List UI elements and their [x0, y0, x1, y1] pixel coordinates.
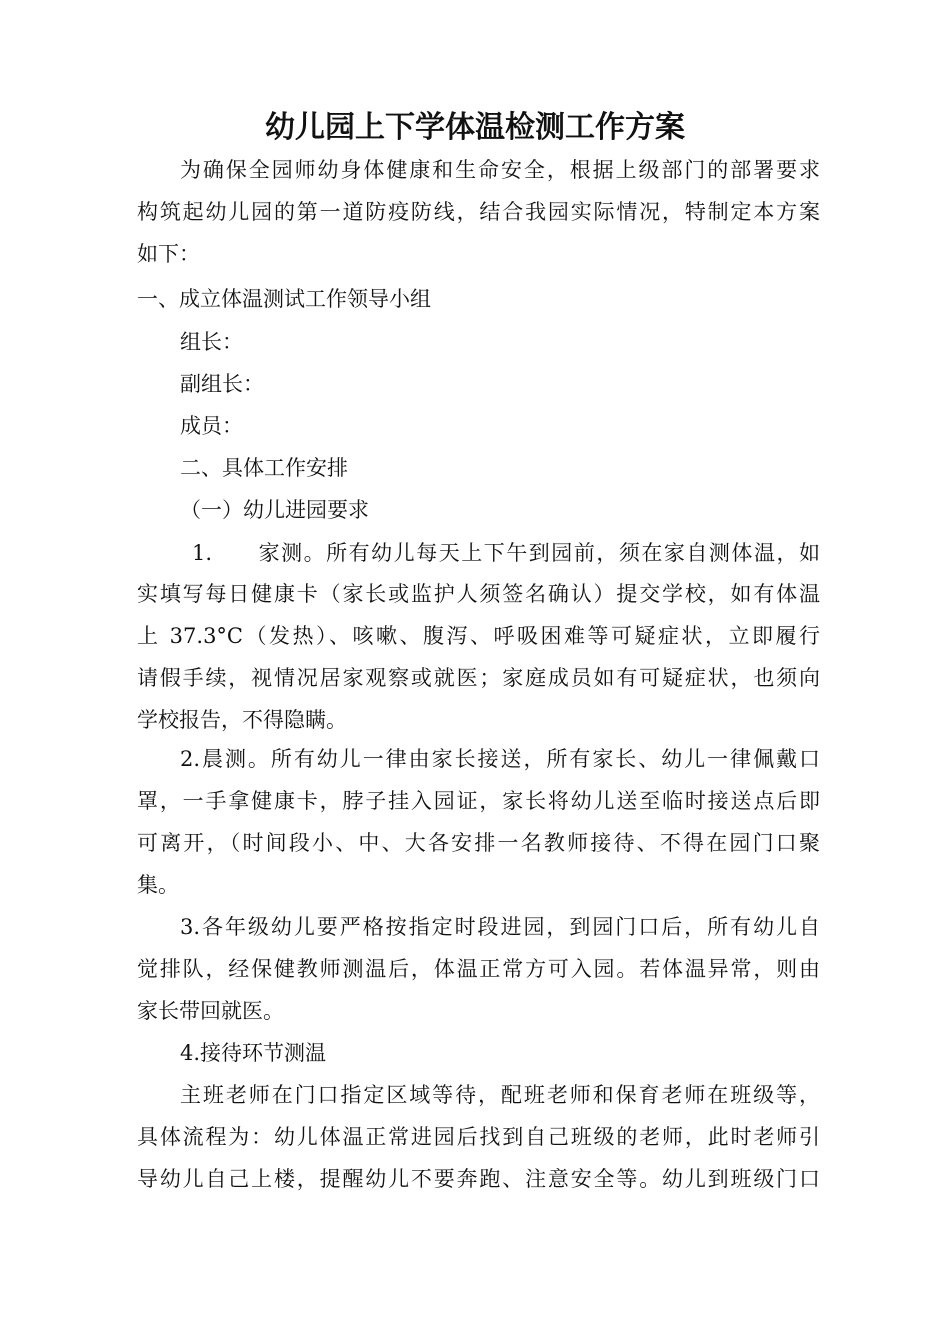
paragraph-line: 1. 家测。所有幼儿每天上下午到园前，须在家自测体温，如: [192, 541, 820, 565]
paragraph-line: 组长：: [180, 330, 243, 354]
paragraph-line: 导幼儿自己上楼，提醒幼儿不要奔跑、注意安全等。幼儿到班级门口: [137, 1167, 820, 1191]
subsection-heading: 4.接待环节测温: [180, 1041, 327, 1065]
paragraph-line: 副组长：: [180, 372, 264, 396]
paragraph-line: 上 37.3°C（发热）、咳嗽、腹泻、呼吸困难等可疑症状，立即履行: [137, 624, 820, 648]
paragraph-line: 为确保全园师幼身体健康和生命安全，根据上级部门的部署要求: [180, 158, 820, 182]
paragraph-line: 主班老师在门口指定区域等待，配班老师和保育老师在班级等，: [180, 1083, 820, 1107]
paragraph-line: 学校报告，不得隐瞒。: [137, 708, 347, 732]
section-heading: 一、成立体温测试工作领导小组: [137, 287, 431, 311]
paragraph-line: 构筑起幼儿园的第一道防疫防线，结合我园实际情况，特制定本方案: [137, 200, 820, 224]
paragraph-line: 2.晨测。所有幼儿一律由家长接送，所有家长、幼儿一律佩戴口: [180, 747, 820, 771]
paragraph-line: 觉排队，经保健教师测温后，体温正常方可入园。若体温异常，则由: [137, 957, 820, 981]
section-heading: 二、具体工作安排: [180, 456, 348, 480]
paragraph-line: 具体流程为：幼儿体温正常进园后找到自己班级的老师，此时老师引: [137, 1125, 820, 1149]
paragraph-line: 可离开，（时间段小、中、大各安排一名教师接待、不得在园门口聚: [137, 831, 820, 855]
paragraph-line: 集。: [137, 873, 179, 897]
paragraph-line: 家长带回就医。: [137, 999, 284, 1023]
paragraph-line: 请假手续，视情况居家观察或就医；家庭成员如有可疑症状，也须向: [137, 666, 820, 690]
subsection-heading: （一）幼儿进园要求: [180, 498, 369, 522]
paragraph-line: 3.各年级幼儿要严格按指定时段进园，到园门口后，所有幼儿自: [180, 915, 820, 939]
paragraph-line: 如下：: [137, 242, 200, 266]
paragraph-line: 成员：: [180, 414, 243, 438]
document-title: 幼儿园上下学体温检测工作方案: [265, 110, 685, 145]
paragraph-line: 罩，一手拿健康卡，脖子挂入园证，家长将幼儿送至临时接送点后即: [137, 789, 820, 813]
paragraph-line: 实填写每日健康卡（家长或监护人须签名确认）提交学校，如有体温: [137, 582, 820, 606]
